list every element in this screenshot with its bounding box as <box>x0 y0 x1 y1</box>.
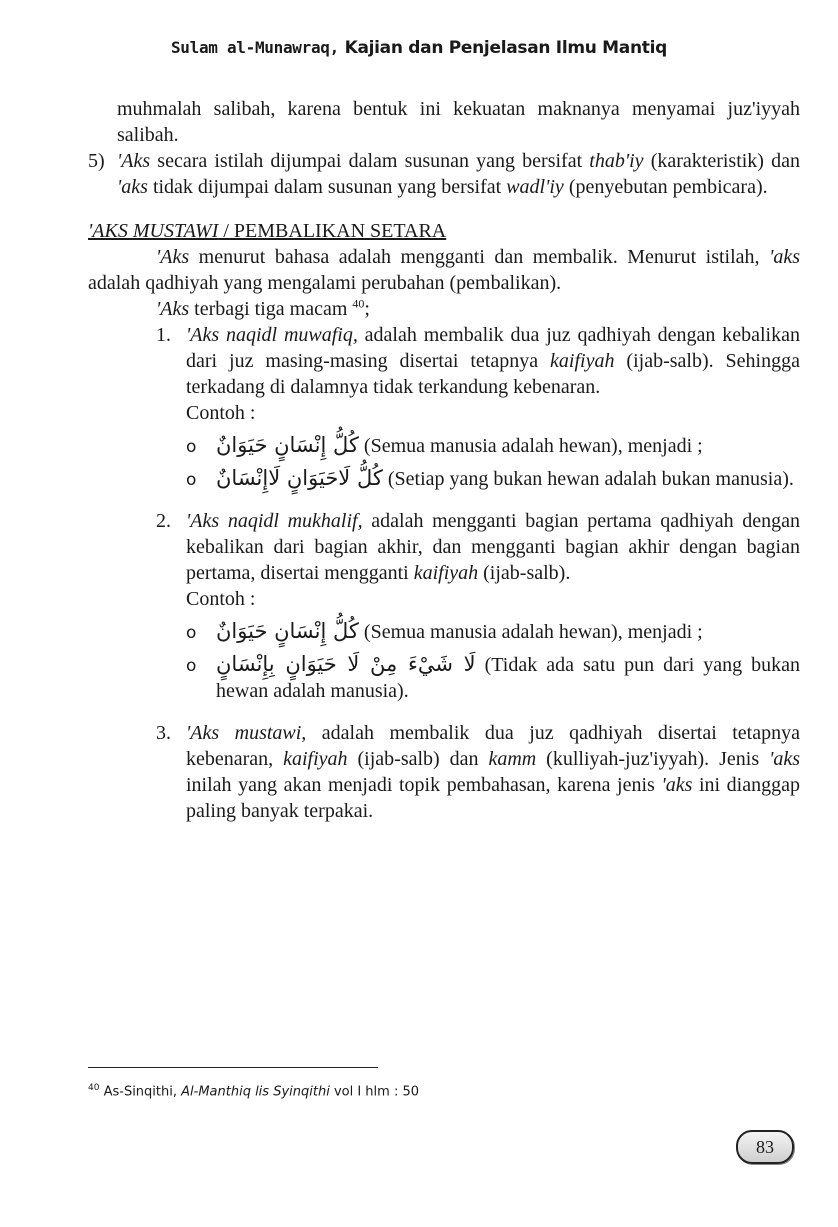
text: (karakteristik) dan <box>643 150 800 172</box>
term: 'aks <box>769 246 800 268</box>
text: inilah yang akan menjadi topik pembahasan, karena jenis <box>186 774 662 796</box>
list-number: 2. <box>156 510 171 532</box>
term: 'Aks naqidl mukhalif, <box>186 510 363 532</box>
arabic-text: لَا شَيْءَ مِنْ لَا حَيَوَانٍ بِإِنْسَانٍ <box>216 652 476 676</box>
footnote-rest: vol I hlm : 50 <box>329 1084 420 1100</box>
text: (kulliyah-juz'iyyah). Jenis <box>536 748 770 770</box>
example-row <box>186 618 800 645</box>
list-item-3 <box>156 720 801 824</box>
footnote-divider <box>88 1067 378 1068</box>
term: 'Aks <box>156 246 190 268</box>
bullet-circle-icon: o <box>186 623 197 643</box>
example-text <box>216 465 800 492</box>
example-row <box>186 432 800 459</box>
example-text <box>216 618 800 645</box>
footnote-number: 40 <box>88 1083 100 1093</box>
text: adalah membalik dua juz qadhiyah dengan kebalikan dari juz masing-masing disertai tetapnya <box>186 324 800 372</box>
text: (ijab-salb). Sehingga terkadang di dalamnya tidak terkandung kebenaran. <box>186 350 800 398</box>
list-item-text <box>186 508 800 586</box>
example-row <box>186 651 800 704</box>
text: ; <box>364 298 370 320</box>
example-label: Contoh : <box>186 588 256 610</box>
intro-paragraph: muhmalah salibah, karena bentuk ini kekuatan maknanya menyamai juz'iyyah salibah. <box>117 98 800 146</box>
list-number: 1. <box>156 324 171 346</box>
term: kaifiyah <box>550 350 615 372</box>
point-5-text <box>117 148 800 200</box>
section-heading <box>88 218 800 244</box>
text: (ijab-salb). <box>478 562 571 584</box>
term: wadl'iy <box>506 176 564 198</box>
text: adalah membalik dua juz qadhiyah disertai tetapnya kebenaran, <box>186 722 800 770</box>
term: kaifiyah <box>413 562 479 584</box>
text: tidak dijumpai dalam susunan yang bersifat <box>147 176 507 198</box>
page-number: 83 <box>756 1136 774 1157</box>
term: 'aks <box>769 748 801 770</box>
arabic-text: كُلُّ لَاحَيَوَانٍ لَاإِنْسَانٌ <box>216 466 383 490</box>
list-item-2 <box>156 508 800 612</box>
footnote <box>88 1083 419 1099</box>
example-label: Contoh : <box>186 402 256 424</box>
term: kamm <box>488 748 537 770</box>
text: (Semua manusia adalah hewan), menjadi ; <box>358 621 703 643</box>
heading-rest: / PEMBALIKAN SETARA <box>218 220 447 242</box>
point-5 <box>88 148 800 200</box>
page-body <box>88 96 800 824</box>
text: (Semua manusia adalah hewan), menjadi ; <box>358 435 703 457</box>
term: 'Aks <box>156 298 190 320</box>
header-title-part-2: Kajian dan Penjelasan Ilmu Mantiq <box>338 38 668 58</box>
term: thab'iy <box>589 150 644 172</box>
text: adalah qadhiyah yang mengalami perubahan (pembalikan). <box>88 272 562 294</box>
term: kaifiyah <box>283 748 348 770</box>
types-paragraph <box>88 296 800 322</box>
text: menurut bahasa adalah mengganti dan membalik. Menurut istilah, <box>189 246 770 268</box>
heading-italic: 'AKS MUSTAWI <box>88 220 219 242</box>
bullet-circle-icon: o <box>186 437 197 457</box>
header-title-part-1: Sulam al-Munawraq, <box>170 38 339 57</box>
arabic-text: كُلُّ إِنْسَانٍ حَيَوَانٌ <box>216 619 359 643</box>
list-item-1 <box>156 322 800 426</box>
text: (penyebutan pembicara). <box>563 176 768 198</box>
term: 'aks <box>661 774 693 796</box>
page-number-badge <box>736 1130 794 1164</box>
text: terbagi tiga macam <box>189 298 348 320</box>
text: (Tidak ada satu pun dari yang bukan hewan adalah manusia). <box>216 654 800 702</box>
list-item-text <box>186 720 800 824</box>
footnote-ref[interactable]: 40 <box>352 296 365 311</box>
example-row <box>186 465 800 492</box>
example-text <box>216 651 800 704</box>
text: (Setiap yang bukan hewan adalah bukan manusia). <box>382 468 794 490</box>
term: 'Aks <box>117 150 151 172</box>
term: 'Aks mustawi, <box>186 722 307 744</box>
running-header <box>0 38 838 58</box>
footnote-title: Al-Manthiq lis Syinqithi <box>181 1084 330 1100</box>
text: secara istilah dijumpai dalam susunan yang bersifat <box>150 150 590 172</box>
example-text <box>216 432 800 459</box>
list-number: 3. <box>156 722 171 744</box>
text: adalah mengganti bagian pertama qadhiyah dengan kebalikan dari bagian akhir, dan mengganti bagian akhir dengan bagian pertama, disertai mengganti <box>186 510 800 584</box>
point-5-number: 5) <box>88 150 105 172</box>
arabic-text: كُلُّ إِنْسَانٍ حَيَوَانٌ <box>216 433 359 457</box>
term: 'Aks naqidl muwafiq, <box>186 324 358 346</box>
footnote-author: As-Sinqithi, <box>99 1084 182 1100</box>
list-item-text <box>186 322 800 400</box>
term: 'aks <box>117 176 148 198</box>
bullet-circle-icon: o <box>186 470 197 490</box>
text: ini dianggap paling banyak terpakai. <box>186 774 800 822</box>
bullet-circle-icon: o <box>186 656 197 676</box>
text: (ijab-salb) dan <box>347 748 489 770</box>
definition-paragraph <box>88 244 800 296</box>
